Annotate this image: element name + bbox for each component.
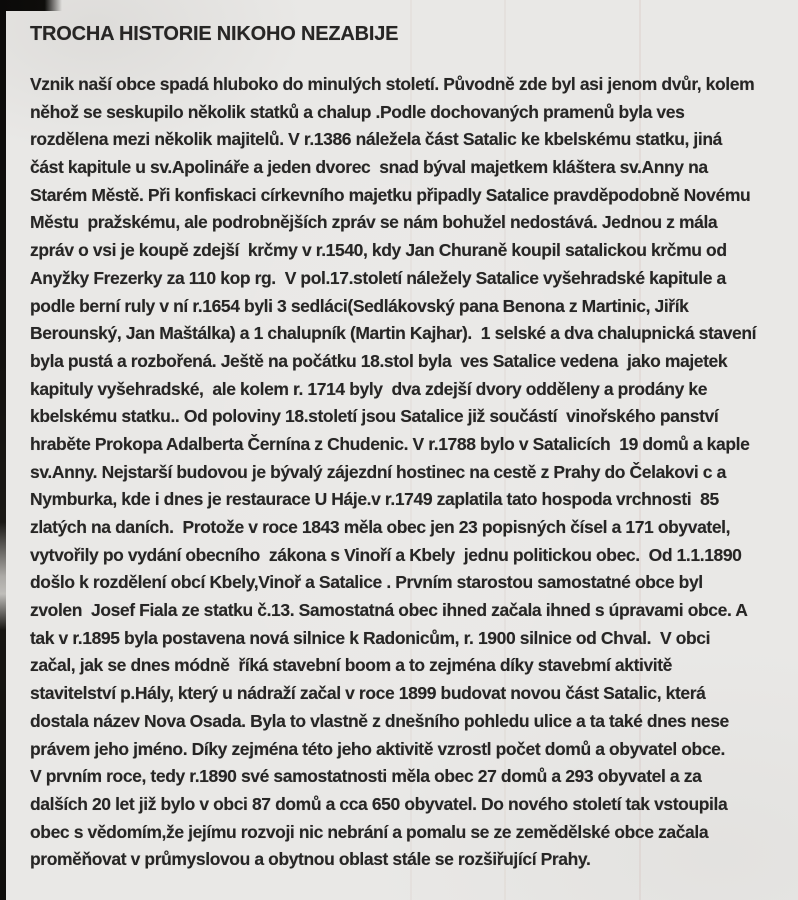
text-line: Anyžky Frezerky za 110 kop rg. V pol.17.století náležely Satalice vyšehradské kapitule a: [30, 267, 726, 288]
document-title: TROCHA HISTORIE NIKOHO NEZABIJE: [30, 23, 399, 45]
text-line: začal, jak se dnes módně říká stavební boom a to zejména díky stavebmí aktivitě: [30, 655, 673, 676]
text-line: sv.Anny. Nejstarší budovou je bývalý zájezdní hostinec na cestě z Prahy do Čelakovi c a: [30, 461, 726, 482]
text-line: Starém Městě. Při konfiskaci církevního majetku připadly Satalice pravděpodobně Novému: [30, 184, 751, 205]
text-line: podle berní ruly v ní r.1654 byli 3 sedláci(Sedlákovský pana Benona z Martinic, Jiřík: [30, 295, 689, 316]
text-line: Vznik naší obce spadá hluboko do minulých století. Původně zde byl asi jenom dvůr, kolem: [30, 74, 755, 94]
text-line: proměňovat v průmyslovou a obytnou oblast stále se rozšiřující Prahy.: [30, 849, 591, 870]
text-line: obec s vědomím,že jejímu rozvoji nic nebrání a pomalu se ze zemědělské obce začala: [30, 821, 709, 842]
scan-edge-top: [0, 0, 62, 11]
text-line: Městu pražskému, ale podrobnějších zpráv se nám bohužel nedostává. Jednou z mála: [30, 212, 718, 233]
text-line: hraběte Prokopa Adalberta Černína z Chudenic. V r.1788 bylo v Satalicích 19 domů a kaple: [30, 433, 750, 454]
text-line: část kapitule u sv.Apolináře a jeden dvorec snad býval majetkem kláštera sv.Anny na: [30, 157, 708, 178]
text-line: rozdělena mezi několik majitelů. V r.1386 náležela část Satalic ke kbelskému statku, jiná: [30, 129, 722, 150]
text-line: Nymburka, kde i dnes je restaurace U Háje.v r.1749 zaplatila tato hospoda vrchnosti 85: [30, 489, 719, 510]
text-line: došlo k rozdělení obcí Kbely,Vinoř a Satalice . Prvním starostou samostatné obce byl: [30, 572, 703, 593]
text-line: tak v r.1895 byla postavena nová silnice k Radonicům, r. 1900 silnice od Chval. V obci: [30, 627, 711, 648]
text-line: zlatých na daních. Protože v roce 1843 měla obec jen 23 popisných čísel a 171 obyvatel,: [30, 517, 731, 537]
text-line: byla pustá a rozbořená. Ještě na počátku 18.stol byla ves Satalice vedena jako majetek: [30, 350, 728, 371]
text-line: dostala název Nova Osada. Byla to vlastně z dnešního pohledu ulice a ta také dnes nese: [30, 710, 729, 731]
text-line: dalších 20 let již bylo v obci 87 domů a cca 650 obyvatel. Do nového století tak vstoupila: [30, 793, 728, 814]
scan-edge-left: [0, 0, 6, 900]
text-line: kapituly vyšehradské, ale kolem r. 1714 byly dva zdejší dvory odděleny a prodány ke: [30, 378, 708, 399]
text-line: vytvořily po vydání obecního zákona s Vinoří a Kbely jednu politickou obec. Od 1.1.1890: [30, 544, 742, 565]
text-line: V prvním roce, tedy r.1890 své samostatnosti měla obec 27 domů a 293 obyvatel a za: [30, 766, 702, 787]
text-line: Berounský, Jan Maštálka) a 1 chalupník (Martin Kajhar). 1 selské a dva chalupnická stavení: [30, 323, 757, 344]
text-line: stavitelství p.Hály, který u nádraží začal v roce 1899 budovat novou část Satalic, která: [30, 683, 706, 704]
text-line: kbelskému statku.. Od poloviny 18.století jsou Satalice již součástí vinořského panství: [30, 406, 719, 427]
text-line: právem jeho jméno. Díky zejména této jeho aktivitě vzrostl počet domů a obyvatel obce.: [30, 738, 725, 759]
text-line: zpráv o vsi je koupě zdejší krčmy v r.1540, kdy Jan Churaně koupil satalickou krčmu od: [30, 240, 727, 261]
document-body: [30, 71, 790, 874]
text-line: zvolen Josef Fiala ze statku č.13. Samostatná obec ihned začala ihned s úpravami obce. A: [30, 600, 748, 621]
text-line: něhož se seskupilo několik statků a chalup .Podle dochovaných pramenů byla ves: [30, 101, 685, 122]
